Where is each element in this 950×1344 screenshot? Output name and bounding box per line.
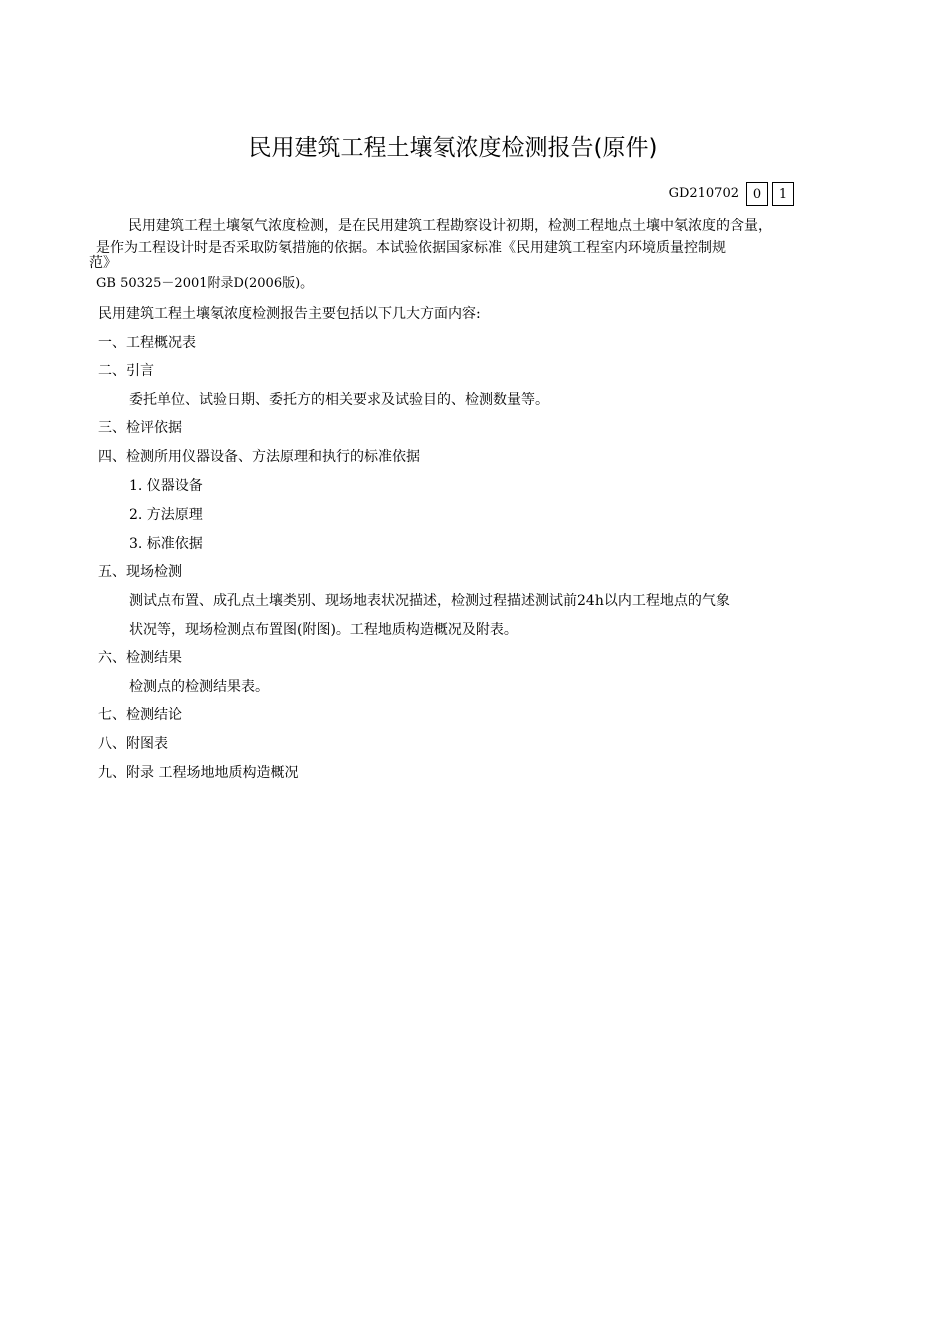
section-detail-2: 委托单位、试验日期、委托方的相关要求及试验目的、检测数量等。 <box>129 392 549 408</box>
section-detail-5-line-2: 状况等，现场检测点布置图(附图)。工程地质构造概况及附表。 <box>129 622 518 638</box>
section-heading-9: 九、附录 工程场地地质构造概况 <box>98 765 299 781</box>
intro-line-2: 是作为工程设计时是否采取防氡措施的依据。本试验依据国家标准《民用建筑工程室内环境质量控制规 <box>96 240 726 256</box>
section-heading-5: 五、现场检测 <box>98 564 182 580</box>
intro-line-3: 范》 <box>89 255 117 271</box>
document-code-box-2: 1 <box>772 182 794 206</box>
section-item-4-2: 2. 方法原理 <box>129 507 203 523</box>
report-title: 民用建筑工程土壤氡浓度检测报告(原件) <box>248 135 658 161</box>
section-heading-3: 三、检评依据 <box>98 420 182 436</box>
section-item-4-3: 3. 标准依据 <box>129 536 203 552</box>
section-heading-7: 七、检测结论 <box>98 707 182 723</box>
intro-paragraph <box>0 216 828 276</box>
section-detail-6: 检测点的检测结果表。 <box>129 679 269 695</box>
section-detail-5-line-1: 测试点布置、成孔点土壤类别、现场地表状况描述，检测过程描述测试前24h以内工程地点的气象 <box>129 593 730 609</box>
section-heading-4: 四、检测所用仪器设备、方法原理和执行的标准依据 <box>98 449 420 465</box>
document-code <box>669 181 794 207</box>
section-heading-8: 八、附图表 <box>98 736 168 752</box>
outline-lead: 民用建筑工程土壤氡浓度检测报告主要包括以下几大方面内容: <box>98 306 481 322</box>
document-code-box-1: 0 <box>746 182 768 206</box>
document-code-prefix: GD210702 <box>668 186 739 201</box>
section-heading-2: 二、引言 <box>98 363 154 379</box>
section-heading-1: 一、工程概况表 <box>98 335 196 351</box>
standard-reference: GB 50325－2001附录D(2006版)。 <box>96 276 314 291</box>
section-heading-6: 六、检测结果 <box>98 650 182 666</box>
section-item-4-1: 1. 仪器设备 <box>129 478 203 494</box>
intro-line-1: 民用建筑工程土壤氡气浓度检测，是在民用建筑工程勘察设计初期，检测工程地点土壤中氡浓度的含量， <box>128 218 772 234</box>
